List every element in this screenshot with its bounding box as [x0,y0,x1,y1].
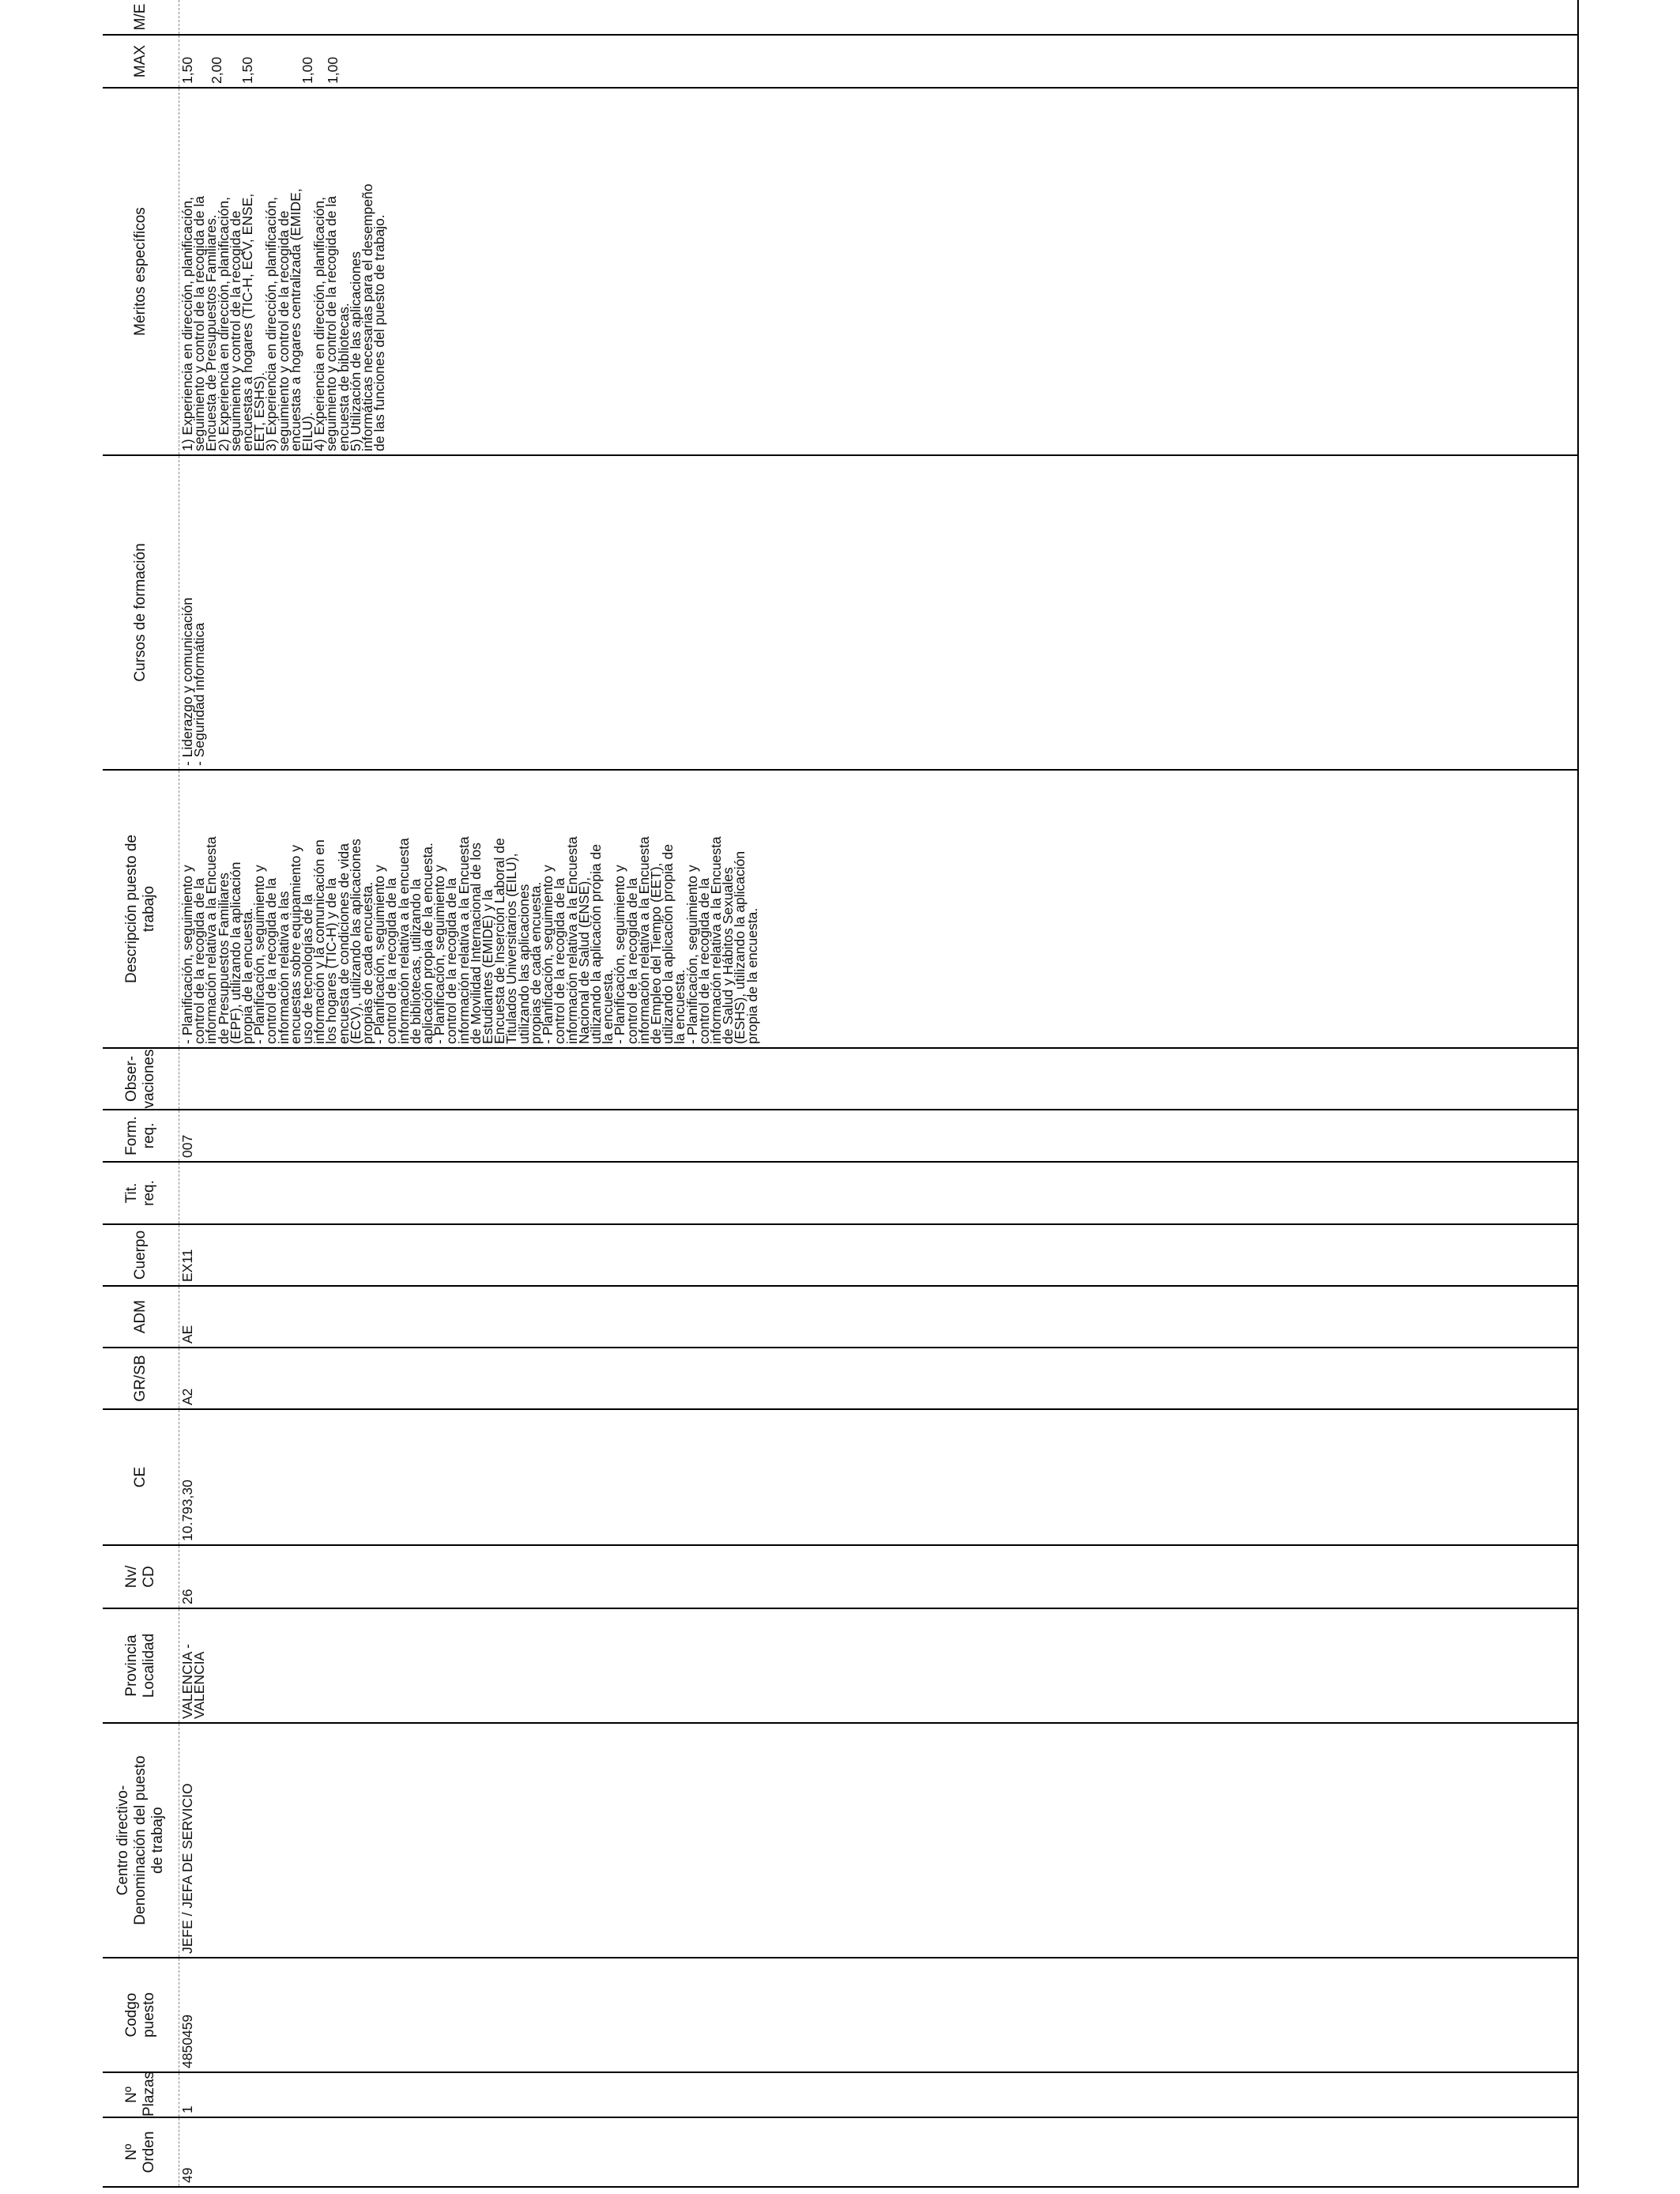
cell-nivel: 26 [179,1545,1579,1608]
header-max: MAX [103,35,179,88]
cell-formacion: 007 [179,1110,1579,1162]
cell-grupo: A2 [179,1348,1579,1409]
header-plazas: Nº Plazas [103,2072,179,2117]
cell-provincia: VALENCIA - VALENCIA [179,1608,1579,1723]
header-titulacion: Tit. req. [103,1162,179,1224]
header-cursos: Cursos de formación [103,455,179,770]
header-me: M/E [103,0,179,35]
header-meritos: Méritos específicos [103,88,179,455]
cell-cursos: - Liderazgo y comunicación - Seguridad informática [179,455,1579,770]
max-value-3: 1,50 [239,56,255,84]
cell-orden: 49 [179,2117,1579,2187]
header-adm: ADM [103,1286,179,1348]
cell-meritos: 1) Experiencia en dirección, planificación, seguimiento y control de la recogida de la Encuesta de Presupuestos Familiares. 2) Experiencia en dirección, planificación, seguimiento y control de la recogida de encuestas a hogares (TIC-H, ECV, ENSE, EET, ESHS). 3) Experiencia en dirección, planificación, seguimiento y control de la recogida de encuestas a hogares centralizada (EMIDE, EILU). 4) Experiencia en dirección, planificación, seguimiento y control de la recogida de la encuesta de bibliotecas. 5) Utilización de las aplicaciones informáticas necesarias para el desempeño de las funciones del puesto de trabajo. [179,88,1579,455]
header-orden: Nº Orden [103,2117,179,2187]
max-value-1: 1,50 [179,56,195,84]
cell-descripcion: - Planificación, seguimiento y control de la recogida de la información relativa a la Encuesta de Presupuestos Familiares (EPF), utilizando la aplicación propia de la encuesta. - Planificación, seguimiento y control de la recogida de la información relativa a las encuestas sobre equipamiento y uso de tecnologías de la información y la comunicación en los hogares (TIC-H) y de la encuesta de condiciones de vida (ECV), utilizando las aplicaciones propias de cada encuesta. - Planificación, seguimiento y control de la recogida de la información relativa a la encuesta de bibliotecas, utilizando la aplicación propia de la encuesta. - Planificación, seguimiento y control de la recogida de la información relativa a la Encuesta de Movilidad Internacional de los Estudiantes (EMIDE) y la Encuesta de Inserción Laboral de Titulados Universitarios (EILU), utilizando las aplicaciones propias de cada encuesta. - Planificación, seguimiento y control de la recogida de la información relativa a la Encuesta Nacional de Salud (ENSE), utilizando la aplicación propia de la encuesta. - Planificación, seguimiento y control de la recogida de la información relativa a la Encuesta de Empleo del Tiempo (EET), utilizando la aplicación propia de la encuesta. - Planificación, seguimiento y control de la recogida de la información relativa a la Encuesta de Salud y Hábitos Sexuales (ESHS), utilizando la aplicación propia de la encuesta. [179,770,1579,1048]
cell-observaciones [179,1048,1579,1110]
cell-titulacion [179,1162,1579,1224]
max-value-4: 1,00 [299,56,315,84]
header-grupo: GR/SB [103,1348,179,1409]
max-value-2: 2,00 [209,56,224,84]
header-ce: CE [103,1409,179,1545]
cell-adm: AE [179,1286,1579,1348]
header-formacion: Form. req. [103,1110,179,1162]
header-cuerpo: Cuerpo [103,1224,179,1286]
cell-codigo: 4850459 [179,1958,1579,2072]
header-row [103,0,179,2187]
header-nivel: Nv/ CD [103,1545,179,1608]
cell-max [179,35,1579,88]
header-observaciones: Obser- vaciones [103,1048,179,1110]
cell-centro: JEFE / JEFA DE SERVICIO [179,1723,1579,1958]
job-vacancy-table [103,0,1579,2188]
max-value-5: 1,00 [325,56,341,84]
header-provincia: Provincia Localidad [103,1608,179,1723]
cell-me [179,0,1579,35]
header-codigo: Codgo puesto [103,1958,179,2072]
cell-plazas: 1 [179,2072,1579,2117]
header-descripcion: Descripción puesto de trabajo [103,770,179,1048]
cell-cuerpo: EX11 [179,1224,1579,1286]
cell-ce: 10.793,30 [179,1409,1579,1545]
table-row [179,0,1579,2187]
header-centro: Centro directivo- Denominación del puesto de trabajo [103,1723,179,1958]
